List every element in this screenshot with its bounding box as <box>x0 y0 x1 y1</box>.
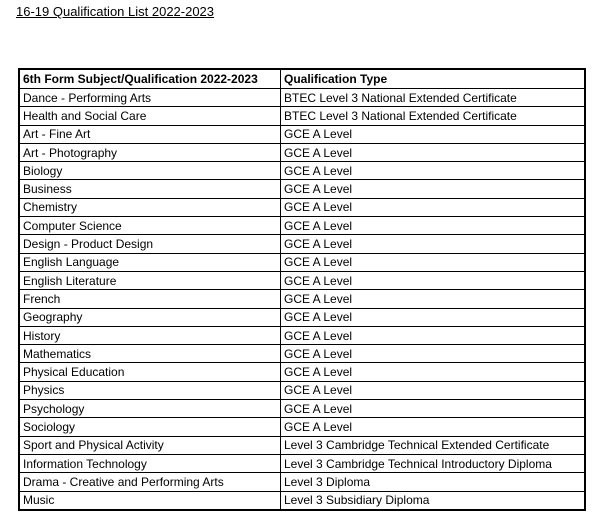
subject-cell: Art - Fine Art <box>19 125 281 143</box>
subject-cell: Drama - Creative and Performing Arts <box>19 473 281 491</box>
subject-cell: Business <box>19 180 281 198</box>
table-row <box>19 381 585 399</box>
subject-cell: Music <box>19 491 281 510</box>
table-row <box>19 473 585 491</box>
subject-cell: Physics <box>19 381 281 399</box>
table-row <box>19 107 585 125</box>
qualification-type-cell: GCE A Level <box>281 271 586 289</box>
qualification-type-cell: GCE A Level <box>281 198 586 216</box>
qualification-type-cell: GCE A Level <box>281 125 586 143</box>
table-row <box>19 271 585 289</box>
table-header-row <box>19 69 585 89</box>
qualification-type-cell: GCE A Level <box>281 418 586 436</box>
subject-cell: Physical Education <box>19 363 281 381</box>
subject-cell: Health and Social Care <box>19 107 281 125</box>
qualification-type-cell: BTEC Level 3 National Extended Certificate <box>281 89 586 107</box>
subject-cell: Dance - Performing Arts <box>19 89 281 107</box>
qualification-type-cell: Level 3 Cambridge Technical Introductory Diploma <box>281 454 586 472</box>
table-row <box>19 491 585 510</box>
subject-cell: Geography <box>19 308 281 326</box>
table-row <box>19 454 585 472</box>
subject-cell: Mathematics <box>19 345 281 363</box>
table-row <box>19 162 585 180</box>
subject-cell: History <box>19 326 281 344</box>
table-row <box>19 308 585 326</box>
subject-cell: French <box>19 290 281 308</box>
table-row <box>19 326 585 344</box>
table-row <box>19 400 585 418</box>
qualification-type-cell: Level 3 Cambridge Technical Extended Certificate <box>281 436 586 454</box>
document-title: 16-19 Qualification List 2022-2023 <box>16 4 215 19</box>
qualification-type-cell: GCE A Level <box>281 381 586 399</box>
column-header-subject: 6th Form Subject/Qualification 2022-2023 <box>19 69 281 89</box>
qualification-type-cell: GCE A Level <box>281 326 586 344</box>
table-row <box>19 235 585 253</box>
qualification-type-cell: GCE A Level <box>281 253 586 271</box>
qualification-type-cell: Level 3 Subsidiary Diploma <box>281 491 586 510</box>
table-row <box>19 436 585 454</box>
qualification-type-cell: Level 3 Diploma <box>281 473 586 491</box>
table-row <box>19 180 585 198</box>
table-row <box>19 253 585 271</box>
table-body <box>19 89 585 510</box>
column-header-qualification-type: Qualification Type <box>281 69 586 89</box>
qualification-type-cell: GCE A Level <box>281 345 586 363</box>
table-row <box>19 363 585 381</box>
qualification-type-cell: GCE A Level <box>281 308 586 326</box>
qualification-type-cell: GCE A Level <box>281 162 586 180</box>
subject-cell: Information Technology <box>19 454 281 472</box>
subject-cell: Chemistry <box>19 198 281 216</box>
qualification-type-cell: GCE A Level <box>281 143 586 161</box>
subject-cell: Computer Science <box>19 217 281 235</box>
qualification-type-cell: GCE A Level <box>281 235 586 253</box>
table-row <box>19 89 585 107</box>
subject-cell: Art - Photography <box>19 143 281 161</box>
subject-cell: Psychology <box>19 400 281 418</box>
qualification-type-cell: GCE A Level <box>281 363 586 381</box>
table-row <box>19 125 585 143</box>
subject-cell: Design - Product Design <box>19 235 281 253</box>
subject-cell: English Language <box>19 253 281 271</box>
qualification-type-cell: GCE A Level <box>281 217 586 235</box>
subject-cell: Sociology <box>19 418 281 436</box>
table-row <box>19 418 585 436</box>
qualification-type-cell: BTEC Level 3 National Extended Certificate <box>281 107 586 125</box>
table-row <box>19 143 585 161</box>
qualification-type-cell: GCE A Level <box>281 180 586 198</box>
subject-cell: Sport and Physical Activity <box>19 436 281 454</box>
qualification-table <box>18 68 586 511</box>
qualification-type-cell: GCE A Level <box>281 290 586 308</box>
table-row <box>19 217 585 235</box>
table-row <box>19 345 585 363</box>
qualification-type-cell: GCE A Level <box>281 400 586 418</box>
subject-cell: English Literature <box>19 271 281 289</box>
table-row <box>19 290 585 308</box>
subject-cell: Biology <box>19 162 281 180</box>
table-row <box>19 198 585 216</box>
